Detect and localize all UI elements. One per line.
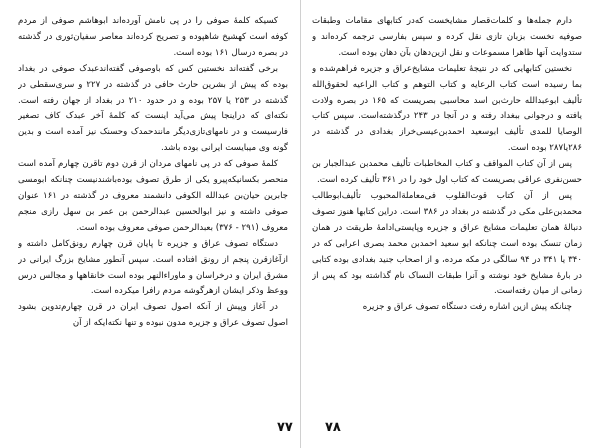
right-page-body bbox=[312, 14, 582, 414]
paragraph: نخستین کتابهایی که در نتیجهٔ تعلیمات مشایخ‌عراق و جزیره فراهم‌شده و بما رسیده است کتاب الرعایه و کتاب التوهم و کتاب الراعیه لحقوق‌الله تألیف ابوعبدالله حارث‌بن اسد محاسبی بصریست که ۱۶۵ در بصره ولادت یافته و درجوانی ببغداد رفته و در آنجا در ۲۴۳ درگذشته‌است. سپس کتاب الوصایا للمدی تألیف ابوسعید احمدبن‌عیسی‌خراز بغدادی در گذشته در ۲۸۶یا۲۸۷ بوده است. bbox=[312, 63, 582, 154]
paragraph: در آغاز وپیش از آنکه اصول تصوف ایران در قرن چهارم‌تدوین بشود اصول تصوف عراق و جزیره مدون نبوده و تنها نکته‌ایکه از آن bbox=[18, 302, 288, 329]
paragraph: پس از آن کتاب قوت‌القلوب فی‌معاملة‌المحبوب تألیف‌ابوطالب محمدبن‌علی مکی در گذشته در بغداد در ۳۸۶ است. دراین کتابها هنوز تصوف دنبالهٔ همان تعلیمات مشایخ عراق و جزیره وپایستی‌ادامهٔ طریقت در همان زمان تنسک بوده است چنانکه ابو سعید احمدبن محمد بصری اعرابی که در ۳۴۰ یا ۳۴۱ در ۹۴ سالگی در مکه مرده، و از اصحاب جنید بغدادی بوده کتابی در بارهٔ مشایخ خود نوشته و آنرا طبقات النساک نام گذاشته بود که پس از زمانی از میان رفته‌است. bbox=[312, 190, 582, 297]
right-page-number: ۷۸ bbox=[325, 420, 341, 435]
paragraph: چنانکه پیش ازین اشاره رفت دستگاه تصوف عراق و جزیره bbox=[362, 302, 572, 313]
left-page-number: ۷۷ bbox=[277, 420, 293, 435]
page-gutter bbox=[300, 0, 301, 448]
paragraph: دارم جمله‌ها و کلمات‌قصار مشایخست که‌در کتابهای مقامات وطبقات صوفیه نخست بزبان تازی نقل کرده و سپس بفارسی ترجمه کرده‌اند و ستدوایت آنها ظاهرا مسموعات و نقل ازین‌دهان بآن دهان بوده است. bbox=[312, 16, 582, 58]
paragraph: پس از آن کتاب المواقف و کتاب المخاطبات تألیف محمدبن عبدالجبار بن حسن‌نفری عراقی بصریست که کتاب اول خود را در ۳۶۱ تألیف کرده است. bbox=[312, 159, 582, 186]
paragraph: برخی گفته‌اند نخستین کس که باوصوفی گفته‌اندعبدک صوفی در بغداد بوده که پیش از بشرین حارث حافی در گذشته در ۲۲۷ و سری‌سقطی در گذشته در ۲۵۳ یا ۲۵۷ بوده و در حدود ۲۱۰ در بغداد از جهان رفته است. نکته‌ای که دراینجا پیش می‌آید اینست که کلمهٔ آخر عبدک کاف تصغیر فارسیست و در نامهای‌تازی‌دیگر مانندحمدک وحسنک نیز آمده است و بدین گونه وی میبایست ایرانی بوده باشد. bbox=[18, 63, 288, 154]
paragraph: کلمهٔ صوفی که در پی نامهای مردان از قرن دوم تاقرن چهارم آمده است منحصر بکسانیکه‌پیرو یکی از طرق تصوف بوده‌باشندنیست چنانکه ابومسی جابرین حیان‌بن عبدالله الکوفی دانشمند معروف در گذشته در ۱۶۱ عنوان صوفی داشته و نیز ابوالحسین عبدالرحمن بن عمر بن سهل رازی منجم معروف (۲۹۱ - ۳۷۶) بعبدالرحمن صوفی معروف بوده است. bbox=[18, 159, 288, 233]
paragraph: کسیکه کلمهٔ صوفی را در پی نامش آورده‌اند ابوهاشم صوفی از مردم کوفه است کهشیخ شاهپوده و تصریح کرده‌اند معاصر سفیان‌ثوری در گذشته در بصره درسال ۱۶۱ بوده است. bbox=[18, 16, 288, 58]
left-page-body bbox=[18, 14, 288, 414]
paragraph: دستگاه تصوف عراق و جزیره تا پایان قرن چهارم رونق‌کامل داشته و ازآغازقرن پنجم از رونق افتاده است. سپس آنطور مشایخ بزرگ ایرانی در مشرق ایران و درخراسان و ماوراءالنهر بوده است خانقاهها و مجالس درس ووعظ وذکر ایشان ازهرگوشه مردم رافرا میکرده است. bbox=[18, 238, 288, 297]
